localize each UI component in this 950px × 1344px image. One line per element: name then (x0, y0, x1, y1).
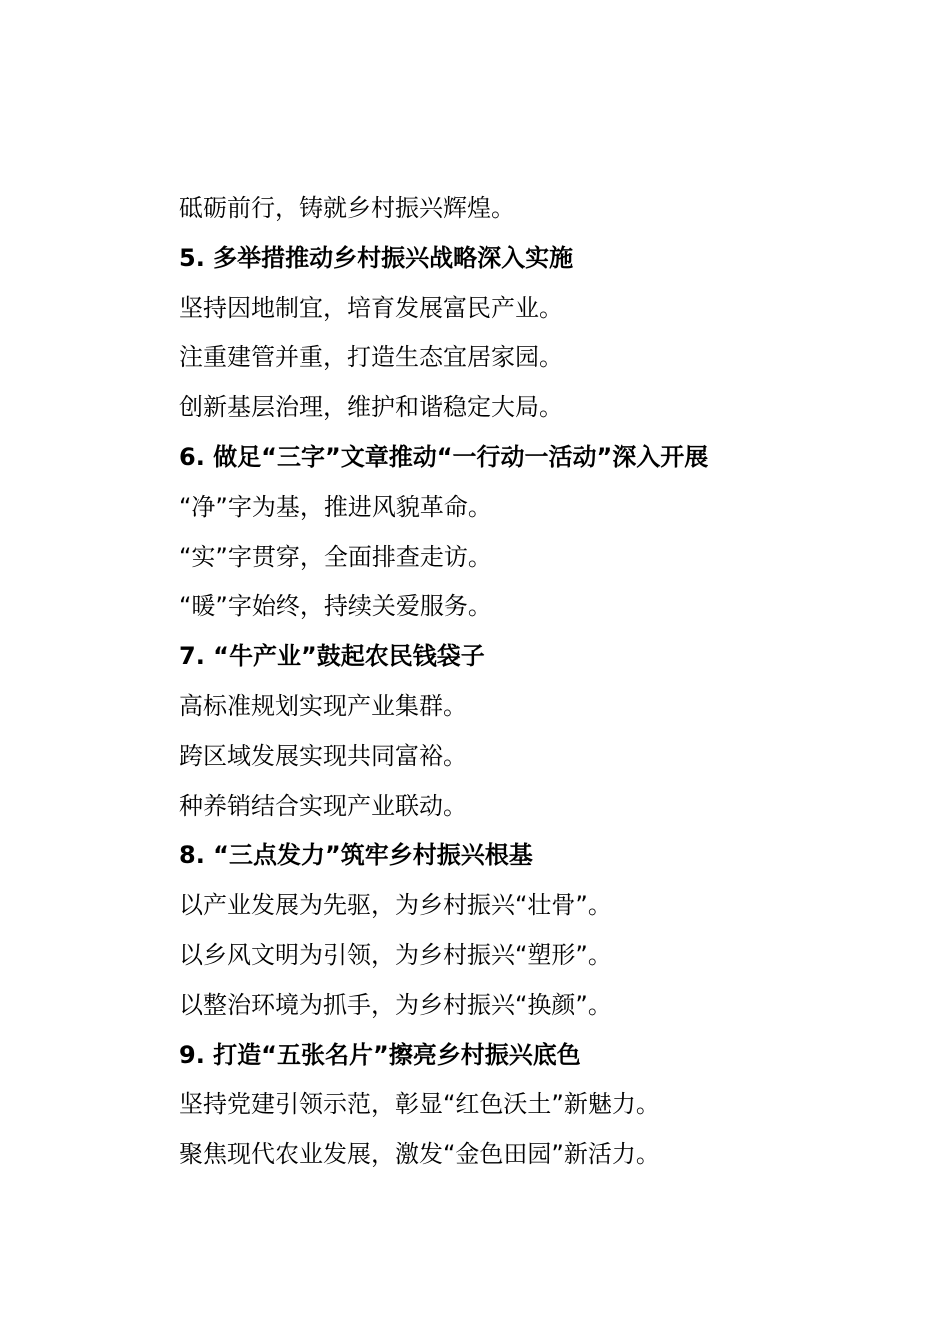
section-heading-9: 9. 打造“五张名片”擦亮乡村振兴底色 (179, 1040, 581, 1069)
section-heading-7: 7. “牛产业”鼓起农民钱袋子 (179, 642, 485, 671)
body-line: “净”字为基，推进风貌革命。 (179, 492, 492, 521)
body-line: 高标准规划实现产业集群。 (179, 691, 467, 720)
body-line: “实”字贯穿，全面排查走访。 (179, 542, 492, 571)
body-line: 以产业发展为先驱，为乡村振兴“壮骨”。 (179, 891, 612, 920)
body-line: 以乡风文明为引领，为乡村振兴“塑形”。 (179, 940, 612, 969)
body-line: 种养销结合实现产业联动。 (179, 791, 467, 820)
body-line: 坚持因地制宜，培育发展富民产业。 (179, 293, 563, 322)
body-line: 以整治环境为抓手，为乡村振兴“换颜”。 (179, 990, 612, 1019)
section-heading-5: 5. 多举措推动乡村振兴战略深入实施 (179, 243, 574, 272)
section-heading-6: 6. 做足“三字”文章推动“一行动一活动”深入开展 (179, 442, 709, 471)
document-body (179, 184, 899, 1180)
body-line: 创新基层治理，维护和谐稳定大局。 (179, 393, 563, 422)
body-line: 坚持党建引领示范，彰显“红色沃土”新魅力。 (179, 1090, 660, 1119)
body-line: 注重建管并重，打造生态宜居家园。 (179, 343, 563, 372)
section-heading-8: 8. “三点发力”筑牢乡村振兴根基 (179, 841, 533, 870)
body-line: “暖”字始终，持续关爱服务。 (179, 592, 492, 621)
body-line: 跨区域发展实现共同富裕。 (179, 741, 467, 770)
body-line: 聚焦现代农业发展，激发“金色田园”新活力。 (179, 1140, 660, 1169)
body-line: 砥砺前行，铸就乡村振兴辉煌。 (179, 194, 515, 222)
